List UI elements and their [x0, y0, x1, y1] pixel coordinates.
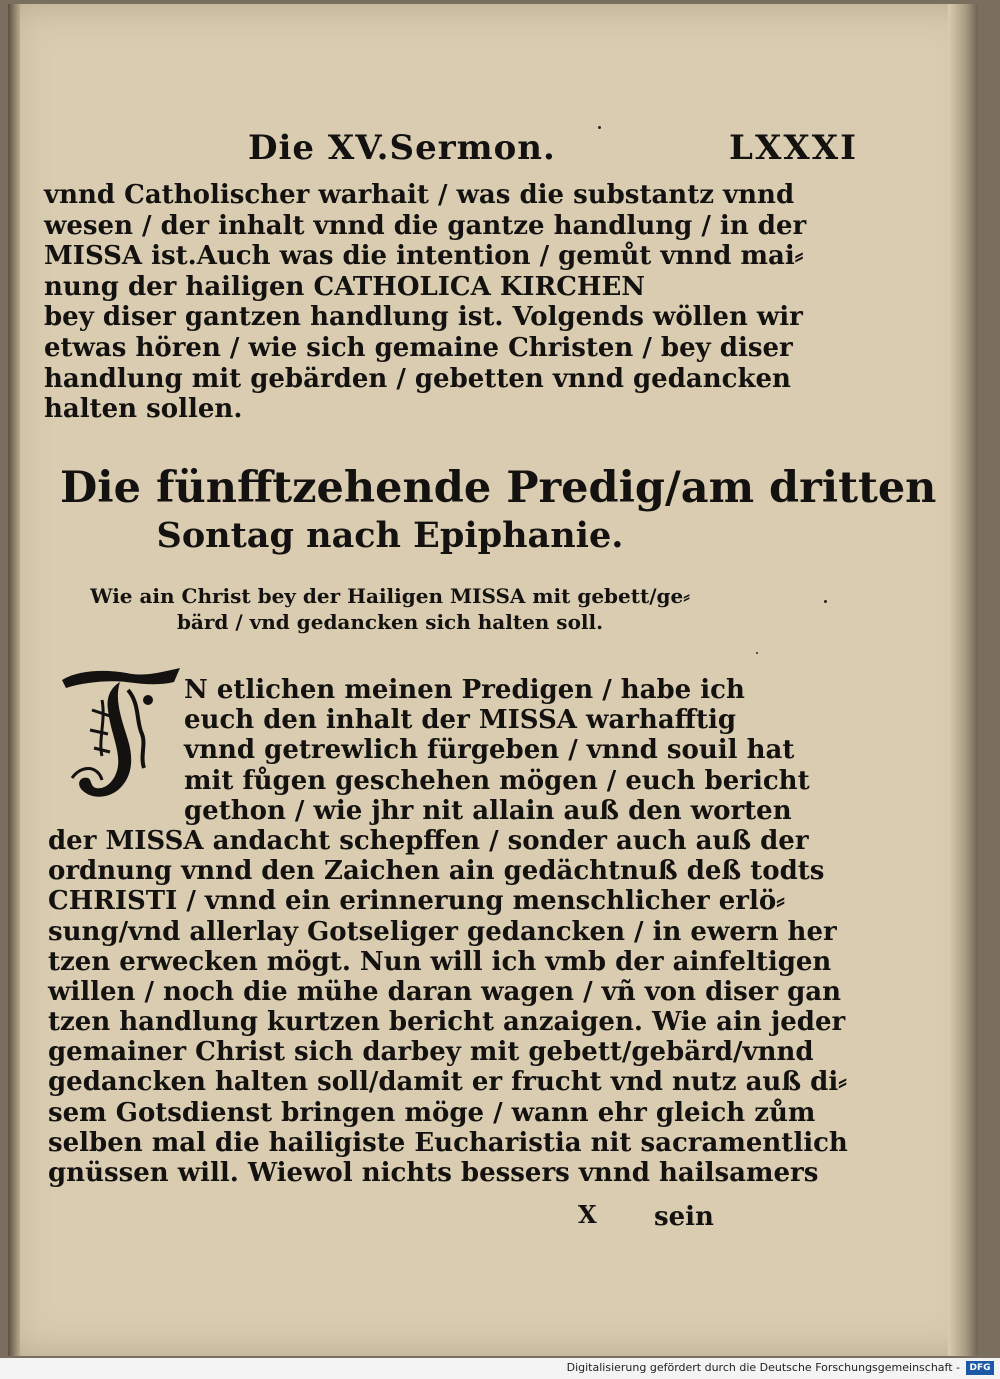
text-line: gethon / wie jhr nit allain auß den worten — [184, 795, 792, 826]
catchword: sein — [654, 1202, 714, 1232]
text-line: sung/vnd allerlay Gotseliger gedancken / in ewern her — [48, 916, 837, 947]
ink-speck — [824, 600, 827, 603]
sermon-subheading — [80, 583, 700, 635]
page-binding-shadow — [8, 4, 20, 1356]
page-edge — [948, 4, 978, 1356]
heading-line-2: Sontag nach Epiphanie. — [156, 515, 624, 556]
text-line: handlung mit gebärden / gebetten vnnd gedancken — [44, 363, 791, 394]
text-line: vnnd Catholischer warhait / was die substantz vnnd — [44, 180, 795, 210]
page-header — [248, 128, 858, 172]
sermon-body — [48, 675, 848, 1188]
text-line: etwas hören / wie sich gemaine Christen / bey diser — [44, 332, 793, 363]
ink-speck — [756, 652, 758, 654]
text-line: der MISSA andacht schepffen / sonder auch auß der — [48, 825, 809, 856]
text-line: gedancken halten soll/damit er frucht vnd nutz auß di⸗ — [48, 1067, 847, 1098]
text-line: halten sollen. — [44, 394, 243, 425]
text-line: tzen erwecken mögt. Nun will ich vmb der ainfeltigen — [48, 946, 832, 977]
text-line: tzen handlung kurtzen bericht anzaigen. Wie ain jeder — [48, 1007, 846, 1038]
top-paragraph — [44, 180, 807, 425]
heading-line-1: Die fünfftzehende Predig/am dritten — [60, 463, 937, 513]
running-title: Die XV.Sermon. — [248, 128, 556, 168]
subheading-line-2: bärd / vnd gedancken sich halten soll. — [176, 610, 604, 634]
text-line: willen / noch die mühe daran wagen / vñ von diser gan — [48, 976, 842, 1007]
text-line: ordnung vnnd den Zaichen ain gedächtnuß deß todts — [48, 856, 825, 887]
dfg-logo-icon[interactable]: DFG — [966, 1361, 994, 1375]
footer-credit: Digitalisierung gefördert durch die Deutsche Forschungsgemeinschaft - — [566, 1361, 960, 1374]
signature-mark: X — [578, 1200, 597, 1229]
text-line: gemainer Christ sich darbey mit gebett/gebärd/vnnd — [48, 1037, 814, 1068]
text-line: nung der hailigen CATHOLICA KIRCHEN — [44, 271, 646, 302]
text-line: wesen / der inhalt vnnd die gantze handlung / in der — [44, 210, 807, 241]
text-line: MISSA ist.Auch was die intention / gemůt vnnd mai⸗ — [44, 241, 804, 272]
text-line: mit fůgen geschehen mögen / euch bericht — [184, 765, 810, 796]
text-line: CHRISTI / vnnd ein erinnerung menschlicher erlö⸗ — [48, 886, 785, 917]
text-line: sem Gotsdienst bringen möge / wann ehr gleich zům — [48, 1097, 816, 1128]
text-line: selben mal die hailigiste Eucharistia nit sacramentlich — [48, 1127, 848, 1158]
folio-number: LXXXI — [729, 128, 858, 168]
ink-speck — [598, 126, 601, 129]
sermon-heading — [60, 462, 937, 558]
digitization-footer — [0, 1358, 1000, 1379]
text-line: euch den inhalt der MISSA warhafftig — [184, 705, 737, 736]
text-line: vnnd getrewlich fürgeben / vnnd souil hat — [184, 735, 795, 766]
text-line: gnüssen will. Wiewol nichts bessers vnnd hailsamers — [48, 1158, 819, 1188]
text-line: N etlichen meinen Predigen / habe ich — [184, 675, 745, 705]
subheading-line-1: Wie ain Christ bey der Hailigen MISSA mit gebett/ge⸗ — [90, 584, 690, 608]
text-line: bey diser gantzen handlung ist. Volgends wöllen wir — [44, 302, 803, 333]
